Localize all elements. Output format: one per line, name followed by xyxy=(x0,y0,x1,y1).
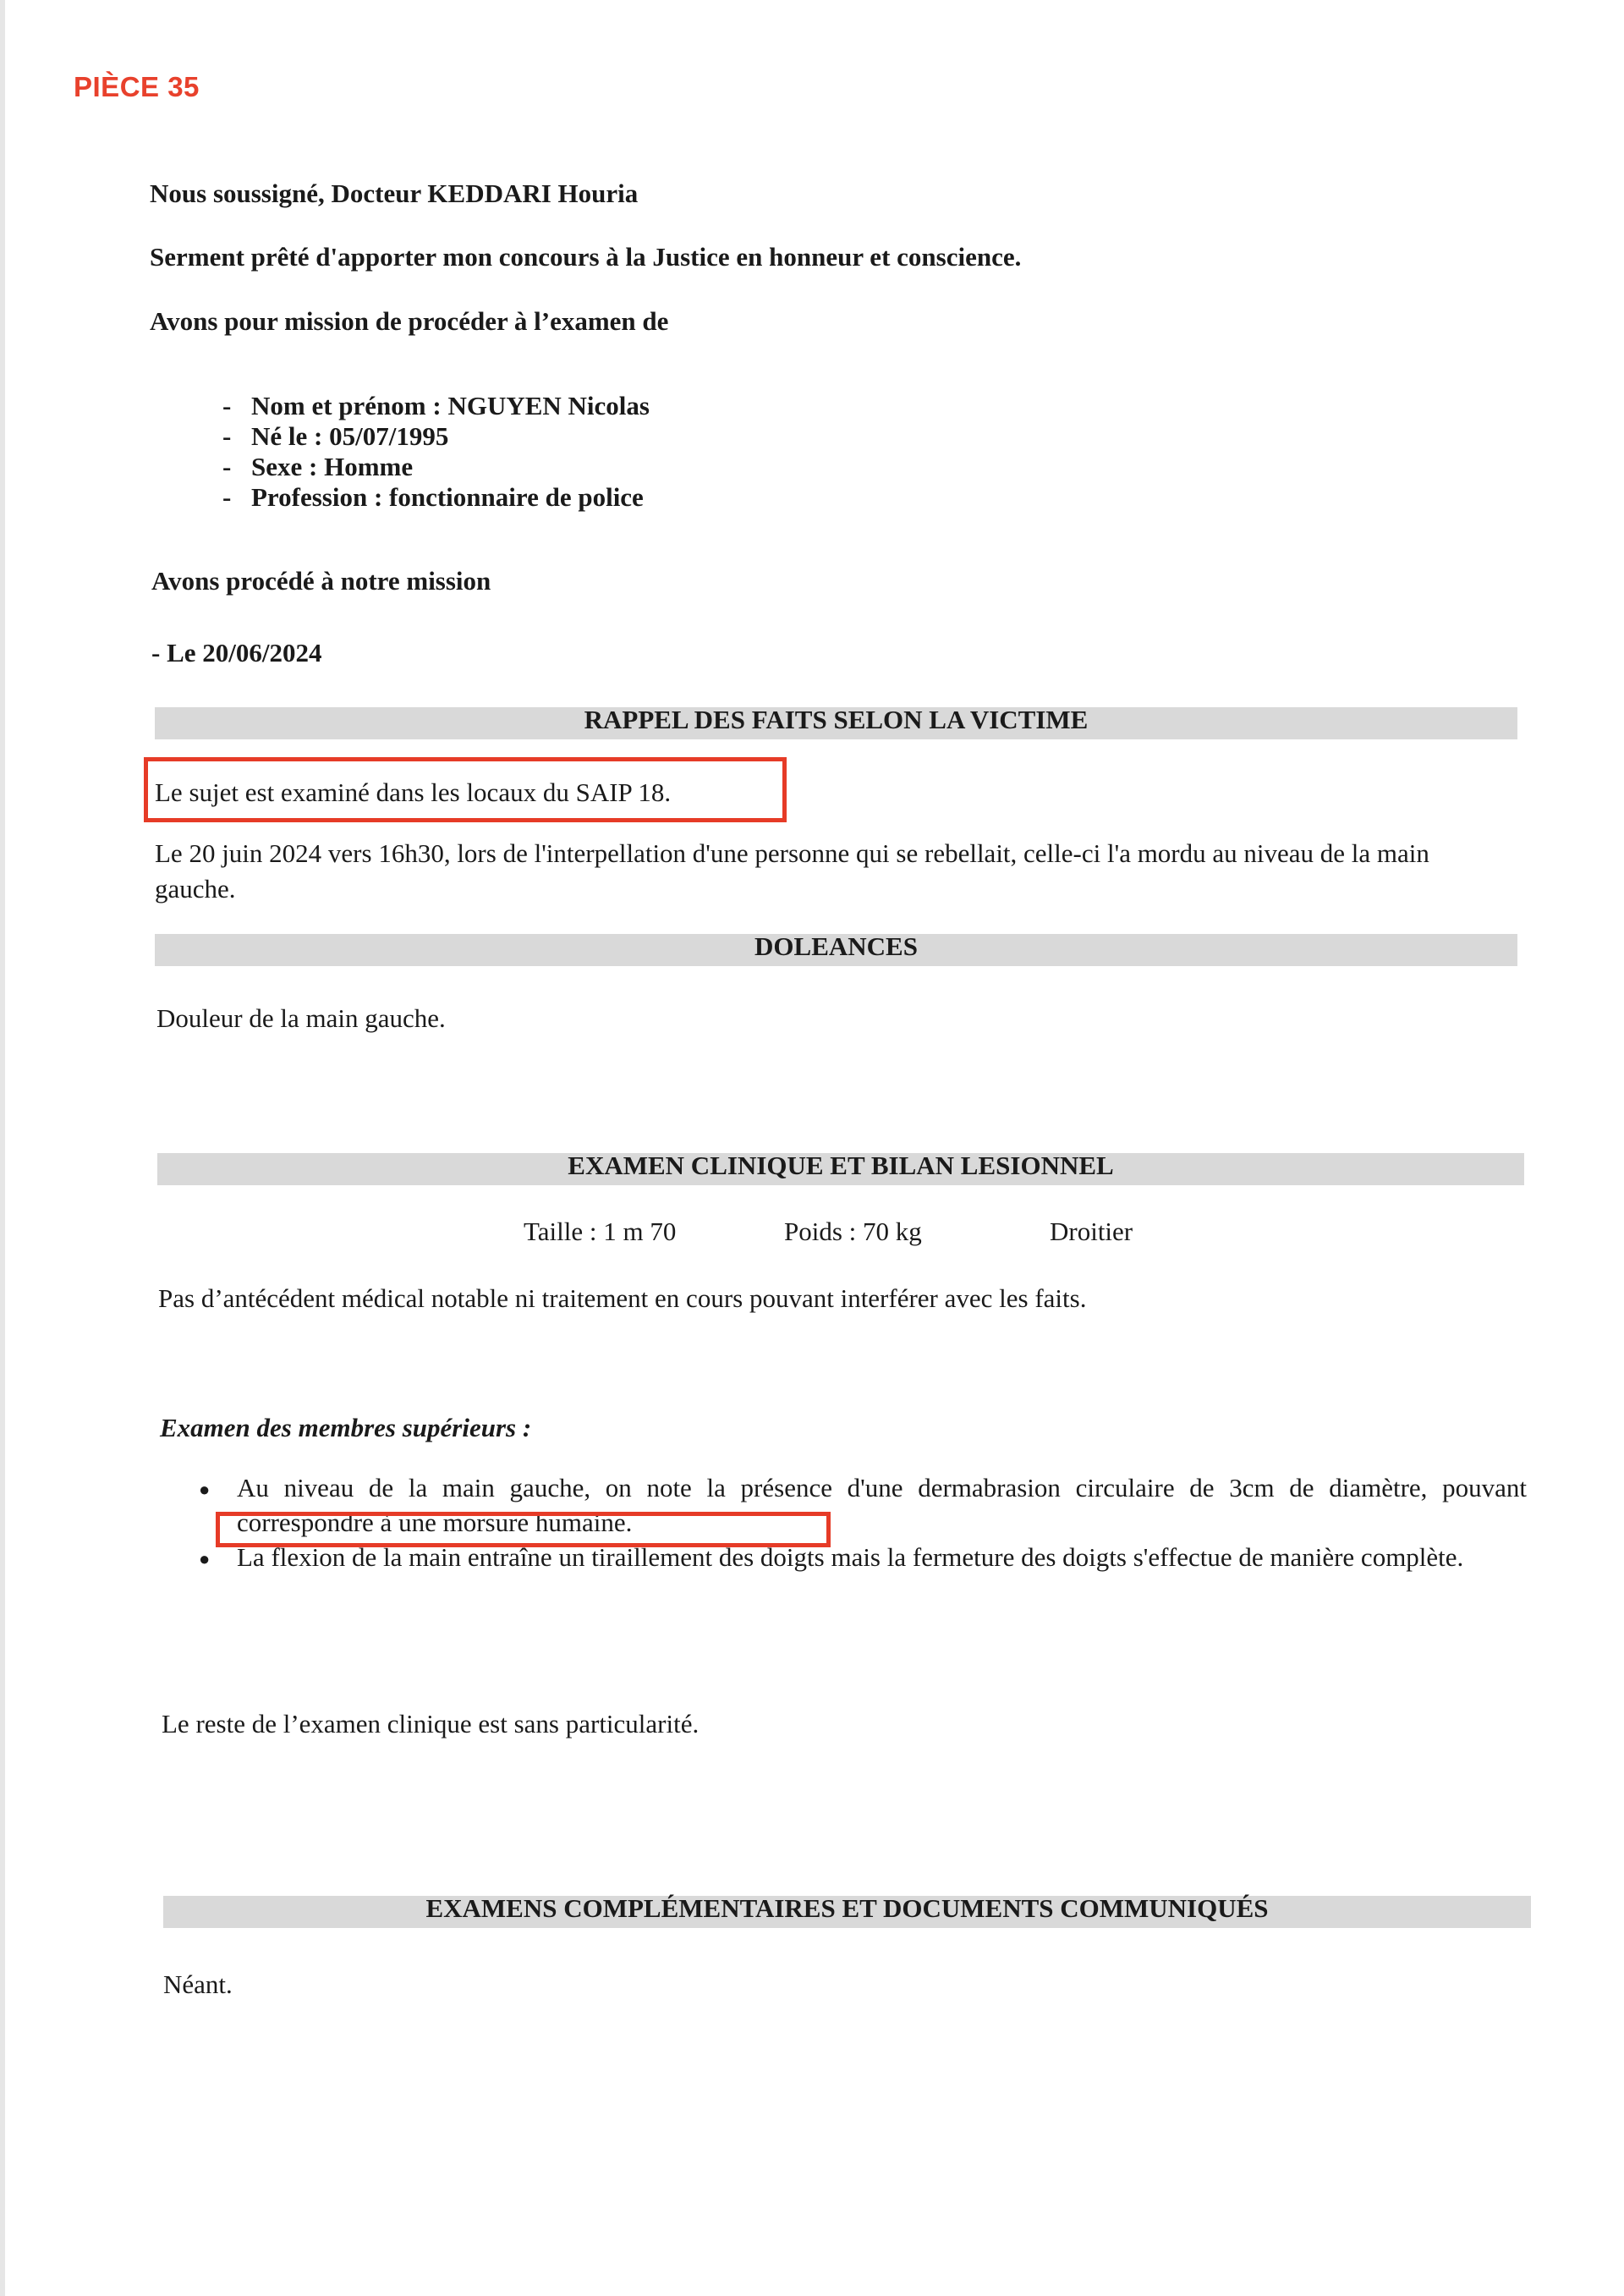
identity-profession: - Profession : fonctionnaire de police xyxy=(222,482,644,512)
piece-label: PIÈCE 35 xyxy=(74,71,200,102)
section-additional-bar xyxy=(163,1893,1531,1928)
finding-text: La flexion de la main entraîne un tiraillement des doigts mais la fermeture des doigts s'effectue de manière complète. xyxy=(237,1542,1464,1572)
additional-text: Néant. xyxy=(163,1969,233,1999)
finding-text: Au niveau de la main gauche, on note la présence d'une dermabrasion circulaire de 3cm de diamètre, pouvant correspondre à une morsure humaine. xyxy=(237,1473,1527,1537)
section-facts-title: RAPPEL DES FAITS SELON LA VICTIME xyxy=(584,705,1089,734)
complaints-text: Douleur de la main gauche. xyxy=(156,1003,446,1033)
section-complaints-bar xyxy=(155,931,1517,966)
height-value: Taille : 1 m 70 xyxy=(524,1217,677,1246)
identity-birthdate: - Né le : 05/07/1995 xyxy=(222,421,449,451)
section-complaints-title: DOLEANCES xyxy=(754,931,918,961)
date-line: - Le 20/06/2024 xyxy=(151,638,322,667)
identity-list xyxy=(222,391,650,513)
oath-line: Serment prêté d'apporter mon concours à la Justice en honneur et conscience. xyxy=(150,242,1022,272)
scan-edge xyxy=(0,0,5,2296)
facts-narrative: Le 20 juin 2024 vers 16h30, lors de l'interpellation d'une personne qui se rebellait, celle-ci l'a mordu au niveau de la main gauche. xyxy=(155,838,1429,904)
identity-name: - Nom et prénom : NGUYEN Nicolas xyxy=(222,391,650,420)
medical-history: Pas d’antécédent médical notable ni traitement en cours pouvant interférer avec les faits. xyxy=(158,1283,1087,1313)
proceeded-line: Avons procédé à notre mission xyxy=(151,566,491,596)
highlight-box-bite xyxy=(216,1512,831,1547)
bullet-icon: ● xyxy=(199,1548,211,1569)
facts-location: Le sujet est examiné dans les locaux du SAIP 18. xyxy=(155,777,672,807)
weight-value: Poids : 70 kg xyxy=(784,1217,922,1246)
section-additional-title: EXAMENS COMPLÉMENTAIRES ET DOCUMENTS COMMUNIQUÉS xyxy=(425,1893,1269,1923)
mission-line: Avons pour mission de procéder à l’examen de xyxy=(150,306,669,336)
section-clinical-title: EXAMEN CLINIQUE ET BILAN LESIONNEL xyxy=(568,1151,1114,1180)
handedness-value: Droitier xyxy=(1050,1217,1133,1246)
section-clinical-bar xyxy=(157,1153,1524,1185)
identity-sex: - Sexe : Homme xyxy=(222,452,414,481)
signatory-line: Nous soussigné, Docteur KEDDARI Houria xyxy=(150,179,639,208)
section-facts-bar xyxy=(155,707,1517,739)
clinical-rest: Le reste de l’examen clinique est sans particularité. xyxy=(162,1709,700,1738)
bullet-icon: ● xyxy=(199,1479,211,1500)
upper-limbs-heading: Examen des membres supérieurs : xyxy=(160,1413,532,1442)
